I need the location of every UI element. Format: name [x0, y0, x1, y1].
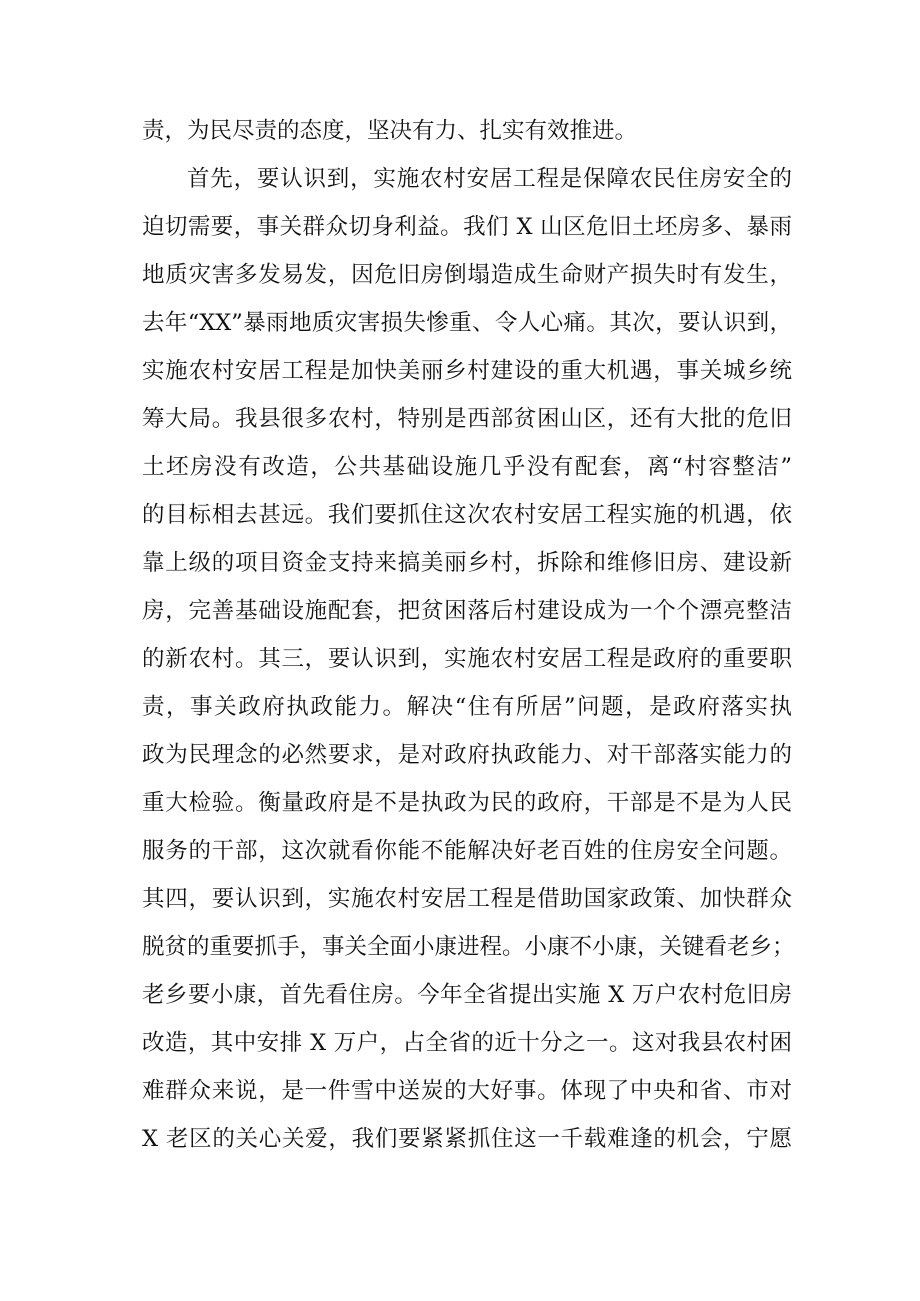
text-line: 责，为民尽责的态度，坚决有力、扎实有效推进。 [142, 118, 638, 144]
text-line: 的新农村。其三，要认识到，实施农村安居工程是政府的重要职 [142, 646, 792, 672]
text-line: 服务的干部，这次就看你能不能解决好老百姓的住房安全问题。 [142, 838, 792, 864]
text-line: 其四，要认识到，实施农村安居工程是借助国家政策、加快群众 [142, 886, 792, 912]
text-line: 实施农村安居工程是加快美丽乡村建设的重大机遇，事关城乡统 [142, 358, 792, 384]
text-line: 迫切需要，事关群众切身利益。我们 X 山区危旧土坯房多、暴雨 [142, 214, 792, 240]
text-line-paragraph-start: 首先，要认识到，实施农村安居工程是保障农民住房安全的 [187, 166, 792, 192]
text-line: 土坯房没有改造，公共基础设施几乎没有配套，离“村容整洁” [142, 454, 792, 480]
text-line: 筹大局。我县很多农村，特别是西部贫困山区，还有大批的危旧 [142, 406, 792, 432]
text-line: 去年“XX”暴雨地质灾害损失惨重、令人心痛。其次，要认识到， [142, 310, 792, 336]
text-line: 难群众来说，是一件雪中送炭的大好事。体现了中央和省、市对 [142, 1078, 792, 1104]
text-line: 改造，其中安排 X 万户，占全省的近十分之一。这对我县农村困 [142, 1030, 792, 1056]
body-text [142, 107, 795, 1163]
text-line: 责，事关政府执政能力。解决“住有所居”问题，是政府落实执 [142, 694, 792, 720]
text-line: 脱贫的重要抓手，事关全面小康进程。小康不小康，关键看老乡； [142, 934, 795, 960]
text-line: 政为民理念的必然要求，是对政府执政能力、对干部落实能力的 [142, 742, 792, 768]
text-line: X 老区的关心关爱，我们要紧紧抓住这一千载难逢的机会，宁愿 [142, 1126, 792, 1152]
text-line: 房，完善基础设施配套，把贫困落后村建设成为一个个漂亮整洁 [142, 598, 792, 624]
text-line: 的目标相去甚远。我们要抓住这次农村安居工程实施的机遇，依 [142, 502, 792, 528]
text-line: 靠上级的项目资金支持来搞美丽乡村，拆除和维修旧房、建设新 [142, 550, 792, 576]
text-line: 地质灾害多发易发，因危旧房倒塌造成生命财产损失时有发生， [142, 262, 792, 288]
text-line: 重大检验。衡量政府是不是执政为民的政府，干部是不是为人民 [142, 790, 792, 816]
text-line: 老乡要小康，首先看住房。今年全省提出实施 X 万户农村危旧房 [142, 982, 792, 1008]
